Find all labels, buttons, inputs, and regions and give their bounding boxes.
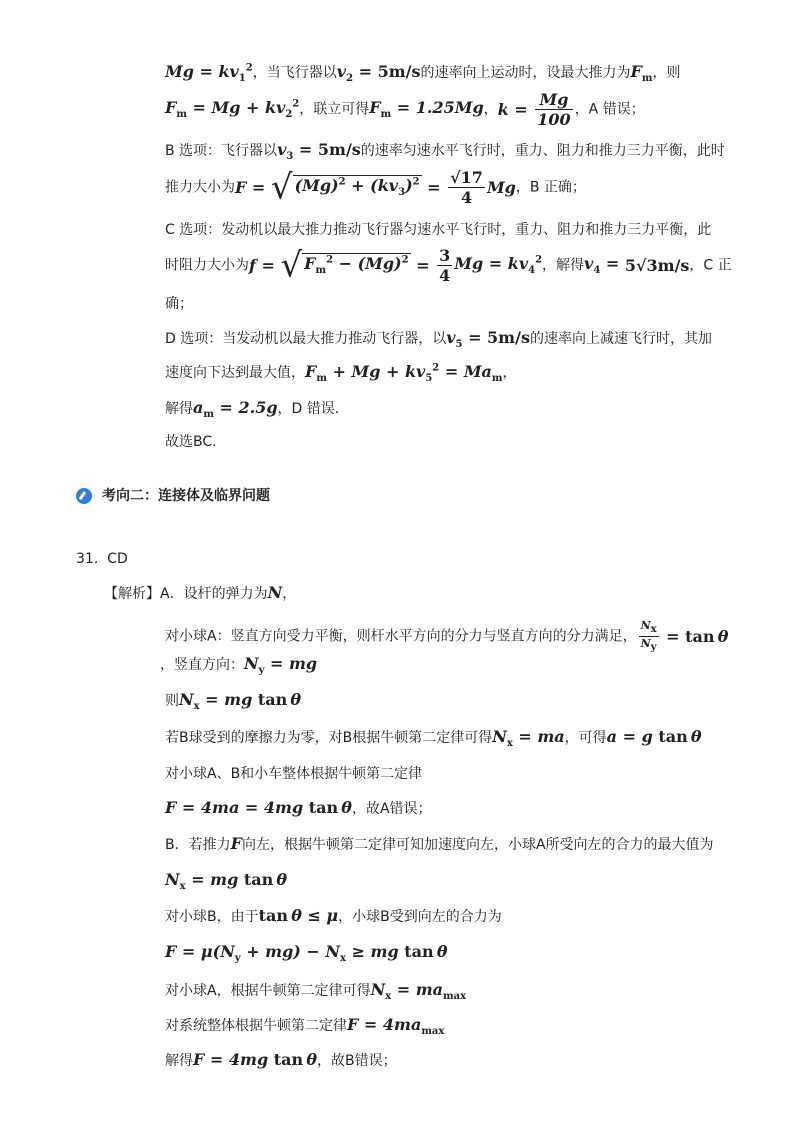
formula: 5m/s bbox=[377, 62, 421, 81]
text: 向左，根据牛顿第二定律可知加速度向左，小球A所受向左的合力的最大值为 bbox=[241, 837, 714, 853]
formula: θ bbox=[303, 1050, 317, 1069]
formula: k = bbox=[497, 100, 534, 120]
sqrt-icon: √ bbox=[270, 167, 293, 208]
formula: $v_2$ = bbox=[336, 62, 378, 85]
line-3 bbox=[165, 140, 725, 163]
formula: $F = 4ma_{max}$ bbox=[347, 1015, 445, 1038]
analysis-line-12 bbox=[165, 980, 466, 1003]
analysis-line-5 bbox=[165, 727, 702, 750]
fraction: $\frac{Mg}{100}$ bbox=[537, 90, 571, 130]
analysis-line-3 bbox=[160, 654, 317, 677]
formula: F = 4ma = 4mg bbox=[165, 798, 309, 817]
pencil-icon bbox=[76, 488, 92, 504]
formula: F = 4mg bbox=[193, 1050, 274, 1069]
text: ，D 错误． bbox=[277, 401, 349, 417]
formula: $Mg = kv_1^2$ bbox=[165, 62, 253, 85]
formula: 5√3m/s bbox=[624, 256, 690, 276]
sqrt-icon: √ bbox=[280, 245, 303, 286]
text: ，当飞行器以 bbox=[252, 65, 337, 81]
text: 对小球B，由于 bbox=[165, 909, 259, 925]
formula: $(Mg)^2 + (kv_3)^2$ bbox=[294, 176, 420, 199]
formula: $N_x$ = ma bbox=[492, 727, 565, 750]
text: ， bbox=[282, 586, 297, 602]
formula: $F = \mu(N_y + mg) - N_x$ ≥ mg bbox=[165, 942, 405, 965]
text: ，则 bbox=[652, 65, 681, 81]
formula: θ bbox=[273, 870, 288, 889]
number: 31. bbox=[76, 551, 99, 567]
text: ， bbox=[502, 365, 517, 381]
fraction: $\frac{3}{4}$ bbox=[439, 246, 451, 286]
text: 对小球A、B和小车整体根据牛顿第二定律 bbox=[165, 766, 423, 782]
formula: $Mg = kv_4^2$ bbox=[454, 254, 543, 277]
formula: tan bbox=[273, 1050, 304, 1069]
text: 对小球A，根据牛顿第二定律可得 bbox=[165, 983, 371, 999]
line-10 bbox=[165, 398, 349, 421]
text: 的速率向上运动时，设最大推力为 bbox=[420, 65, 631, 81]
formula: tan bbox=[658, 727, 688, 746]
analysis-label: 【解析】 bbox=[104, 586, 160, 602]
line-4 bbox=[165, 168, 586, 207]
formula: $v_4$ = bbox=[584, 254, 625, 277]
formula: $N_x$ = mg bbox=[179, 690, 258, 713]
formula: Mg bbox=[486, 178, 516, 198]
text: B．若推力 bbox=[165, 837, 231, 853]
text: ，B 正确； bbox=[515, 179, 586, 196]
line-5 bbox=[165, 222, 711, 239]
formula: $F_m$ bbox=[630, 62, 653, 85]
formula: f = bbox=[249, 256, 281, 276]
text: ，竖直方向： bbox=[160, 657, 244, 673]
formula: 5m/s bbox=[487, 328, 530, 347]
line-6 bbox=[165, 246, 732, 285]
text: 的速率匀速水平飞行时，重力、阻力和推力三力平衡，此时 bbox=[360, 143, 725, 159]
text: ，A 错误； bbox=[574, 101, 645, 118]
text: 确； bbox=[165, 296, 193, 312]
text: D 选项：当发动机以最大推力推动飞行器，以 bbox=[165, 331, 447, 347]
formula: a = g bbox=[606, 727, 659, 746]
fraction: $\frac{N_x}{N_y}$ bbox=[640, 619, 657, 654]
text: ，小球B受到向左的合力为 bbox=[338, 909, 502, 925]
text: ，联立可得 bbox=[299, 101, 370, 118]
formula: tan bbox=[308, 798, 339, 817]
text: A．设杆的弹力为 bbox=[160, 586, 268, 602]
line-2 bbox=[165, 90, 645, 129]
text: ，C 正 bbox=[689, 257, 732, 274]
formula: θ bbox=[338, 798, 352, 817]
formula: $F_m^2 - (Mg)^2$ bbox=[304, 254, 409, 277]
formula: = bbox=[410, 256, 436, 276]
text: 故选BC. bbox=[165, 434, 217, 450]
text: C 选项：发动机以最大推力推动飞行器匀速水平飞行时，重力、阻力和推力三力平衡，此 bbox=[165, 222, 712, 238]
formula: $F_m = 1.25Mg$ bbox=[369, 98, 484, 121]
analysis-line-2 bbox=[165, 619, 728, 654]
text: 的速率向上减速飞行时，其加 bbox=[529, 331, 712, 347]
formula: tan bbox=[404, 942, 434, 961]
formula: θ bbox=[287, 690, 302, 709]
text: ，可得 bbox=[564, 730, 607, 746]
analysis-line-6 bbox=[165, 766, 422, 783]
text: ，故A错误； bbox=[351, 801, 432, 817]
formula: tan bbox=[685, 627, 715, 647]
line-9 bbox=[165, 362, 516, 385]
text: ，解得 bbox=[542, 257, 585, 274]
analysis-line-9 bbox=[165, 870, 287, 893]
formula: tan bbox=[257, 690, 288, 709]
analysis-line-4 bbox=[165, 690, 301, 713]
formula: = bbox=[421, 178, 447, 198]
formula: 5m/s bbox=[317, 140, 361, 159]
line-11 bbox=[165, 434, 217, 451]
analysis-line-1 bbox=[104, 583, 296, 603]
formula: F = bbox=[235, 178, 271, 198]
formula: θ ≤ μ bbox=[288, 906, 339, 925]
formula: θ bbox=[433, 942, 448, 961]
formula: $v_3$ = bbox=[277, 140, 318, 163]
formula: $F_m + Mg + kv_5^2 = Ma_m$ bbox=[305, 362, 503, 385]
text: 时阻力大小为 bbox=[165, 257, 249, 274]
formula: $N_x = ma_{max}$ bbox=[370, 980, 467, 1003]
formula: tan bbox=[258, 906, 288, 925]
formula: = bbox=[660, 627, 686, 647]
section-title-text: 考向二：连接体及临界问题 bbox=[102, 488, 270, 504]
line-8 bbox=[165, 328, 712, 351]
formula: $N_x$ = mg bbox=[165, 870, 244, 893]
formula: tan bbox=[243, 870, 274, 889]
formula: $N_y$ = mg bbox=[244, 654, 318, 677]
formula: N bbox=[267, 583, 283, 602]
text: 若B球受到的摩擦力为零，对B根据牛顿第二定律可得 bbox=[165, 730, 493, 746]
text: ，故B错误； bbox=[317, 1053, 397, 1069]
formula: $a_m = 2.5g$ bbox=[193, 398, 278, 421]
formula: $F_m = Mg + kv_2^2$ bbox=[165, 98, 300, 121]
analysis-line-8 bbox=[165, 834, 714, 854]
analysis-line-13 bbox=[165, 1015, 444, 1038]
text: 则 bbox=[165, 693, 179, 709]
line-7 bbox=[165, 296, 193, 313]
answer: CD bbox=[107, 551, 128, 567]
fraction: $\frac{√17}{4}$ bbox=[450, 168, 483, 208]
formula: θ bbox=[687, 727, 702, 746]
text: 推力大小为 bbox=[165, 179, 235, 196]
text: 解得 bbox=[165, 401, 193, 417]
formula: θ bbox=[714, 627, 729, 647]
section-title bbox=[102, 488, 270, 505]
formula: F bbox=[230, 834, 242, 853]
text: 解得 bbox=[165, 1053, 193, 1069]
text: ， bbox=[483, 101, 498, 118]
line-1 bbox=[165, 62, 680, 85]
analysis-line-11 bbox=[165, 942, 448, 965]
analysis-line-10 bbox=[165, 906, 502, 926]
analysis-line-7 bbox=[165, 798, 432, 818]
analysis-line-14 bbox=[165, 1050, 397, 1070]
text: 对小球A：竖直方向受力平衡，则杆水平方向的分力与竖直方向的分力满足， bbox=[165, 628, 637, 645]
text: 对系统整体根据牛顿第二定律 bbox=[165, 1018, 347, 1034]
text: 速度向下达到最大值， bbox=[165, 365, 305, 381]
formula: $v_5$ = bbox=[446, 328, 488, 351]
text: B 选项：飞行器以 bbox=[165, 143, 278, 159]
question-number bbox=[76, 551, 128, 568]
